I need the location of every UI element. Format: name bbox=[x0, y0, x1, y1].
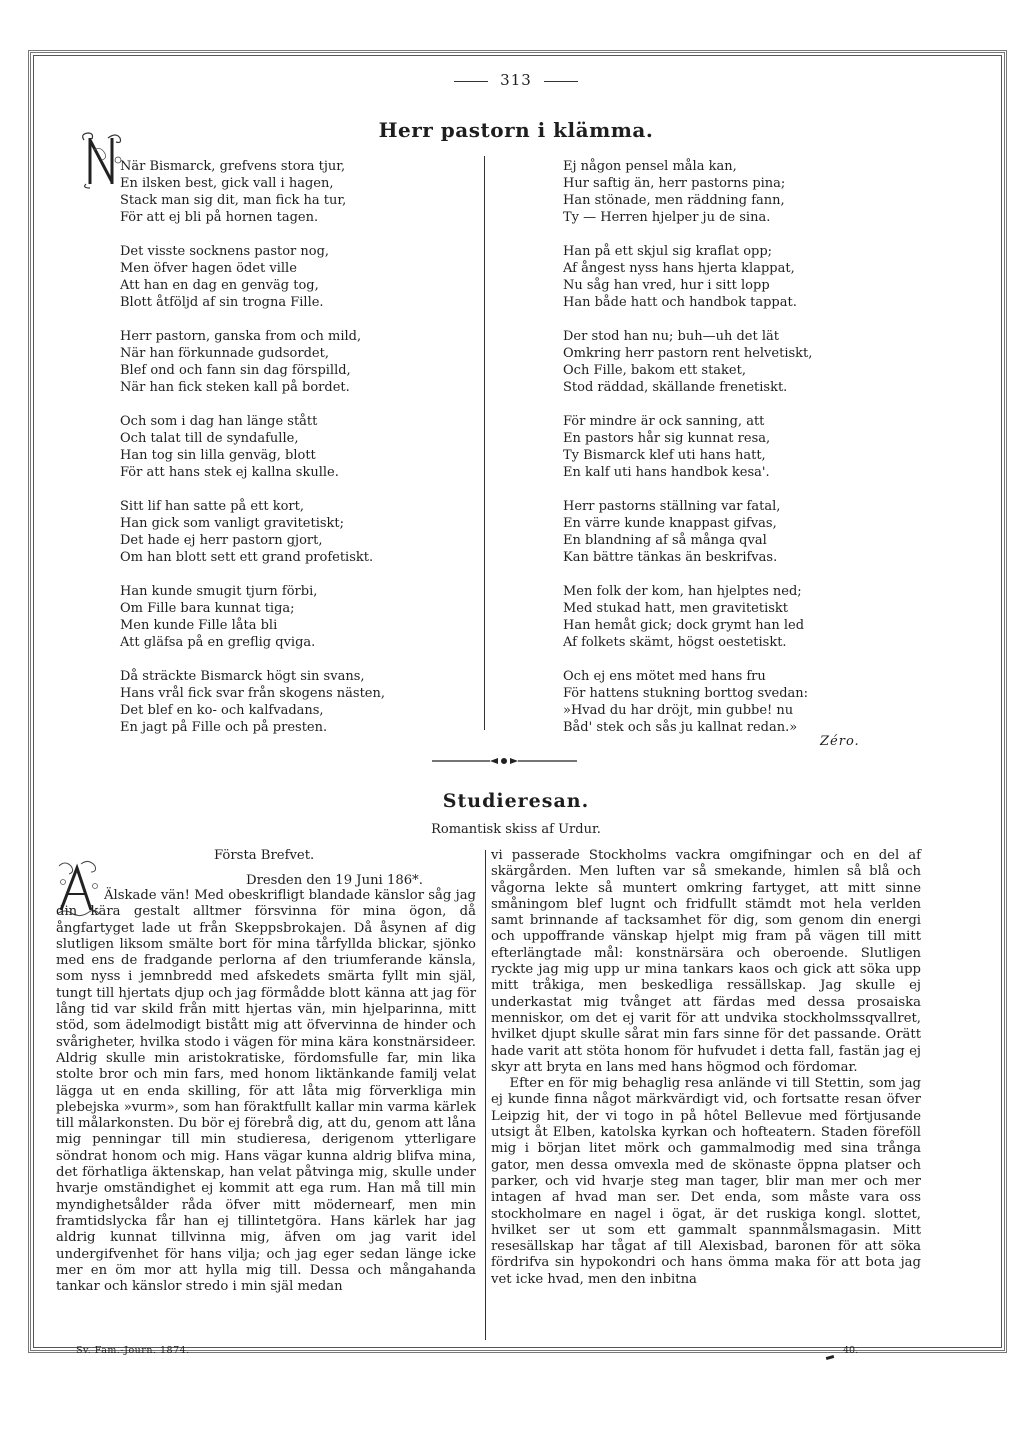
poem-line: Ty Bismarck klef uti hans hatt, bbox=[563, 448, 766, 463]
poem-line: Och talat till de syndafulle, bbox=[120, 431, 299, 446]
footer-journal-name: Sv. Fam.-Journ. 1874. bbox=[76, 1345, 190, 1356]
poem-line: När han förkunnade gudsordet, bbox=[120, 346, 329, 361]
poem-line: Der stod han nu; buh—uh det lät bbox=[563, 329, 779, 344]
poem-stanza bbox=[120, 413, 480, 481]
poem-line: Hur saftig än, herr pastorns pina; bbox=[563, 176, 786, 191]
poem-line: Båd' stek och sås ju kallnat redan.» bbox=[563, 720, 798, 735]
poem-line: Om Fille bara kunnat tiga; bbox=[120, 601, 295, 616]
poem-line: Herr pastorn, ganska from och mild, bbox=[120, 329, 362, 344]
poem-line: Omkring herr pastorn rent helvetiskt, bbox=[563, 346, 813, 361]
article-subtitle: Romantisk skiss af Urdur. bbox=[431, 822, 601, 837]
article-paragraph: Älskade vän! Med obeskrifligt blandade känslor såg jag din kära gestalt alltmer försvinna för mina ögon, då ångfartyget lade ut från Skeppsbrokajen. Då åsynen af dig slutligen liksom smälte bort för mina tårfyllda blickar, sjönko med ens de fradgande perlorna af den triumferande känsla, som nyss i jemnbredd med afskedets smärta fyllt min själ, tungt till hjertats djup och jag förmådde blott känna att jag för lång tid var skild från mitt hjertas vän, min hjelparinna, mitt stöd, som ädelmodigt bistått mig att öfvervinna de hinder och svårigheter, hvilka stodo i vägen för mina kära konstnärsideer. Aldrig skulle min aristokratiske, fördomsfulle far, min lika stolte bror och min fars, med honom liktänkande familj velat lägga ut en enda skilling, för att låta mig förverkliga min plebejska »vurm», som han föraktfullt kallar min varma kärlek till målarkonsten. Du bör ej förebrå dig, att du, genom att låna mig penningar till min studieresa, derigenom ytterligare söndrat honom och mig. Hans vägar kunna aldrig blifva mina, det förhatliga äktenskap, han velat påtvinga mig, skulle under hvarje omständighet ej kommit att ega rum. Han må till min myndighetsålder råda öfver mitt mödernearf, men min framtidslycka får han ej tillintetgöra. Hans kärlek har jag aldrig kunnat tillvinna mig, äfven om jag varit idel undergifvenhet för hans vilja; och jag eger sedan länge icke mer en öm mor att hylla mig till. Dessa och mångahanda tankar och känslor stredo i min själ medan bbox=[56, 888, 476, 1295]
poem-line: För hattens stukning borttog svedan: bbox=[563, 686, 809, 701]
poem-line: Han stönade, men räddning fann, bbox=[563, 193, 785, 208]
poem-line: För att hans stek ej kallna skulle. bbox=[120, 465, 339, 480]
poem-column-right bbox=[563, 158, 923, 753]
poem-line: Han tog sin lilla genväg, blott bbox=[120, 448, 316, 463]
article-column-divider bbox=[485, 850, 486, 1340]
poem-line: Han gick som vanligt gravitetiskt; bbox=[120, 516, 345, 531]
poem-line: När han fick steken kall på bordet. bbox=[120, 380, 350, 395]
poem-line: För mindre är ock sanning, att bbox=[563, 414, 765, 429]
article-paragraph: vi passerade Stockholms vackra omgifningar och en del af skärgården. Men luften var så smekande, himlen så blå och vågorna lekte så muntert omkring fartyget, att mitt sinne småningom blef lugnt och fridfullt stämdt mot hela verlden samt brinnande af tacksamhet för dig, som genom din energi och uppoffrande vänskap hjelpt mig fram på vägen till mitt efterlängtade mål: konstnärsära och oberoende. Slutligen ryckte jag mig upp ur mina tankars kaos och gick att söka upp mitt tråkiga, men beskedliga ressällskap. Jag skulle ej underkastat mig tvånget att färdas med dessa prosaiska menniskor, om det ej varit för att undvika stockholmssqvallret, hvilket djupt skulle sårat min fars sinne för det passande. Orätt hade varit att stöta honom för hufvudet i detta fall, fastän jag ej skyr att bryta en lans med hans högmod och fördomar. bbox=[491, 848, 921, 1075]
poem-line: Och Fille, bakom ett staket, bbox=[563, 363, 746, 378]
article-title: Studieresan. bbox=[442, 790, 590, 812]
poem-stanza bbox=[563, 328, 923, 396]
poem-line: Att han en dag en genväg tog, bbox=[120, 278, 319, 293]
poem-line: Nu såg han vred, hur i sitt lopp bbox=[563, 278, 770, 293]
article-column-left bbox=[56, 888, 476, 1295]
poem-line: En blandning af så många qval bbox=[563, 533, 767, 548]
poem-title: Herr pastorn i klämma. bbox=[378, 118, 654, 142]
poem-line: Han både hatt och handbok tappat. bbox=[563, 295, 797, 310]
poem-line: Och som i dag han länge stått bbox=[120, 414, 318, 429]
poem-stanza bbox=[563, 498, 923, 566]
page-number-text: 313 bbox=[500, 71, 532, 89]
poem-line: Blott åtföljd af sin trogna Fille. bbox=[120, 295, 324, 310]
footer-mark bbox=[826, 1355, 835, 1360]
poem-line: En jagt på Fille och på presten. bbox=[120, 720, 328, 735]
poem-line: Med stukad hatt, men gravitetiskt bbox=[563, 601, 789, 616]
poem-stanza bbox=[120, 158, 480, 226]
poem-line: Men kunde Fille låta bli bbox=[120, 618, 278, 633]
poem-stanza bbox=[563, 583, 923, 651]
poem-line: Hans vrål fick svar från skogens nästen, bbox=[120, 686, 386, 701]
poem-line: Det blef en ko- och kalfvadans, bbox=[120, 703, 324, 718]
poem-signature: Zéro. bbox=[820, 734, 860, 749]
poem-line: Och ej ens mötet med hans fru bbox=[563, 669, 766, 684]
poem-line: Det visste socknens pastor nog, bbox=[120, 244, 330, 259]
poem-line: Han på ett skjul sig kraflat opp; bbox=[563, 244, 773, 259]
section-divider-ornament-icon bbox=[432, 756, 577, 766]
poem-line: När Bismarck, grefvens stora tjur, bbox=[120, 159, 346, 174]
poem-line: Ty — Herren hjelper ju de sina. bbox=[563, 210, 771, 225]
poem-line: Kan bättre tänkas än beskrifvas. bbox=[563, 550, 778, 565]
poem-line: Då sträckte Bismarck högt sin svans, bbox=[120, 669, 365, 684]
poem-line: Att gläfsa på en greflig qviga. bbox=[120, 635, 316, 650]
poem-stanza bbox=[120, 328, 480, 396]
poem-line: Stod räddad, skällande frenetiskt. bbox=[563, 380, 788, 395]
poem-line: En pastors hår sig kunnat resa, bbox=[563, 431, 771, 446]
poem-line: Ej någon pensel måla kan, bbox=[563, 159, 737, 174]
poem-line: Han kunde smugit tjurn förbi, bbox=[120, 584, 318, 599]
poem-line: Blef ond och fann sin dag förspilld, bbox=[120, 363, 351, 378]
poem-line: Af ångest nyss hans hjerta klappat, bbox=[563, 261, 795, 276]
poem-line: Af folkets skämt, högst oestetiskt. bbox=[563, 635, 787, 650]
poem-column-left bbox=[120, 158, 480, 753]
page-number bbox=[0, 71, 1032, 89]
poem-line: Om han blott sett ett grand profetiskt. bbox=[120, 550, 374, 565]
poem-line: Stack man sig dit, man fick ha tur, bbox=[120, 193, 347, 208]
page-number-dash-left bbox=[454, 81, 488, 82]
poem-stanza bbox=[563, 158, 923, 226]
ornamental-initial-n-icon bbox=[78, 130, 124, 190]
poem-line: Herr pastorns ställning var fatal, bbox=[563, 499, 781, 514]
poem-line: En värre kunde knappast gifvas, bbox=[563, 516, 777, 531]
letter-dateline: Dresden den 19 Juni 186*. bbox=[246, 873, 423, 888]
article-paragraph: Efter en för mig behaglig resa anlände vi till Stettin, som jag ej kunde finna något märkvärdigt vid, och fortsatte resan öfver Leipzig hit, der vi togo in på hôtel Bellevue med förtjusande utsigt åt Elben, katolska kyrkan och hofteatern. Staden föreföll mig i början litet mörk och gammalmodig med sina trånga gator, men dessa omvexla med de skönaste öppna platser och parker, och vid hvarje steg man tager, blir man mer och mer intagen af hvad man ser. Det enda, som måste vara oss stockholmare en nagel i ögat, är det ruskiga kongl. slottet, hvilket ser ut som ett gammalt spannmålsmagasin. Mitt resesällskap har tågat af till Alexisbad, baronen för att söka fördrifva sin hypokondri och hans ömma maka för att bota jag vet icke hvad, men den inbitna bbox=[491, 1076, 921, 1287]
article-column-right bbox=[491, 848, 921, 1288]
poem-stanza bbox=[563, 243, 923, 311]
footer-sheet-number: 40. bbox=[843, 1345, 859, 1356]
poem-column-divider bbox=[484, 156, 485, 730]
poem-line: Men folk der kom, han hjelptes ned; bbox=[563, 584, 802, 599]
poem-stanza bbox=[120, 668, 480, 736]
poem-stanza bbox=[120, 583, 480, 651]
poem-stanza bbox=[563, 413, 923, 481]
poem-line: Sitt lif han satte på ett kort, bbox=[120, 499, 304, 514]
poem-line: För att ej bli på hornen tagen. bbox=[120, 210, 319, 225]
poem-stanza bbox=[120, 498, 480, 566]
poem-line: »Hvad du har dröjt, min gubbe! nu bbox=[563, 703, 794, 718]
poem-stanza bbox=[563, 668, 923, 736]
page-number-dash-right bbox=[544, 81, 578, 82]
letter-heading: Första Brefvet. bbox=[214, 848, 315, 863]
poem-line: En kalf uti hans handbok kesa'. bbox=[563, 465, 770, 480]
poem-line: En ilsken best, gick vall i hagen, bbox=[120, 176, 334, 191]
poem-line: Det hade ej herr pastorn gjort, bbox=[120, 533, 323, 548]
poem-stanza bbox=[120, 243, 480, 311]
poem-line: Men öfver hagen ödet ville bbox=[120, 261, 297, 276]
poem-line: Han hemåt gick; dock grymt han led bbox=[563, 618, 805, 633]
